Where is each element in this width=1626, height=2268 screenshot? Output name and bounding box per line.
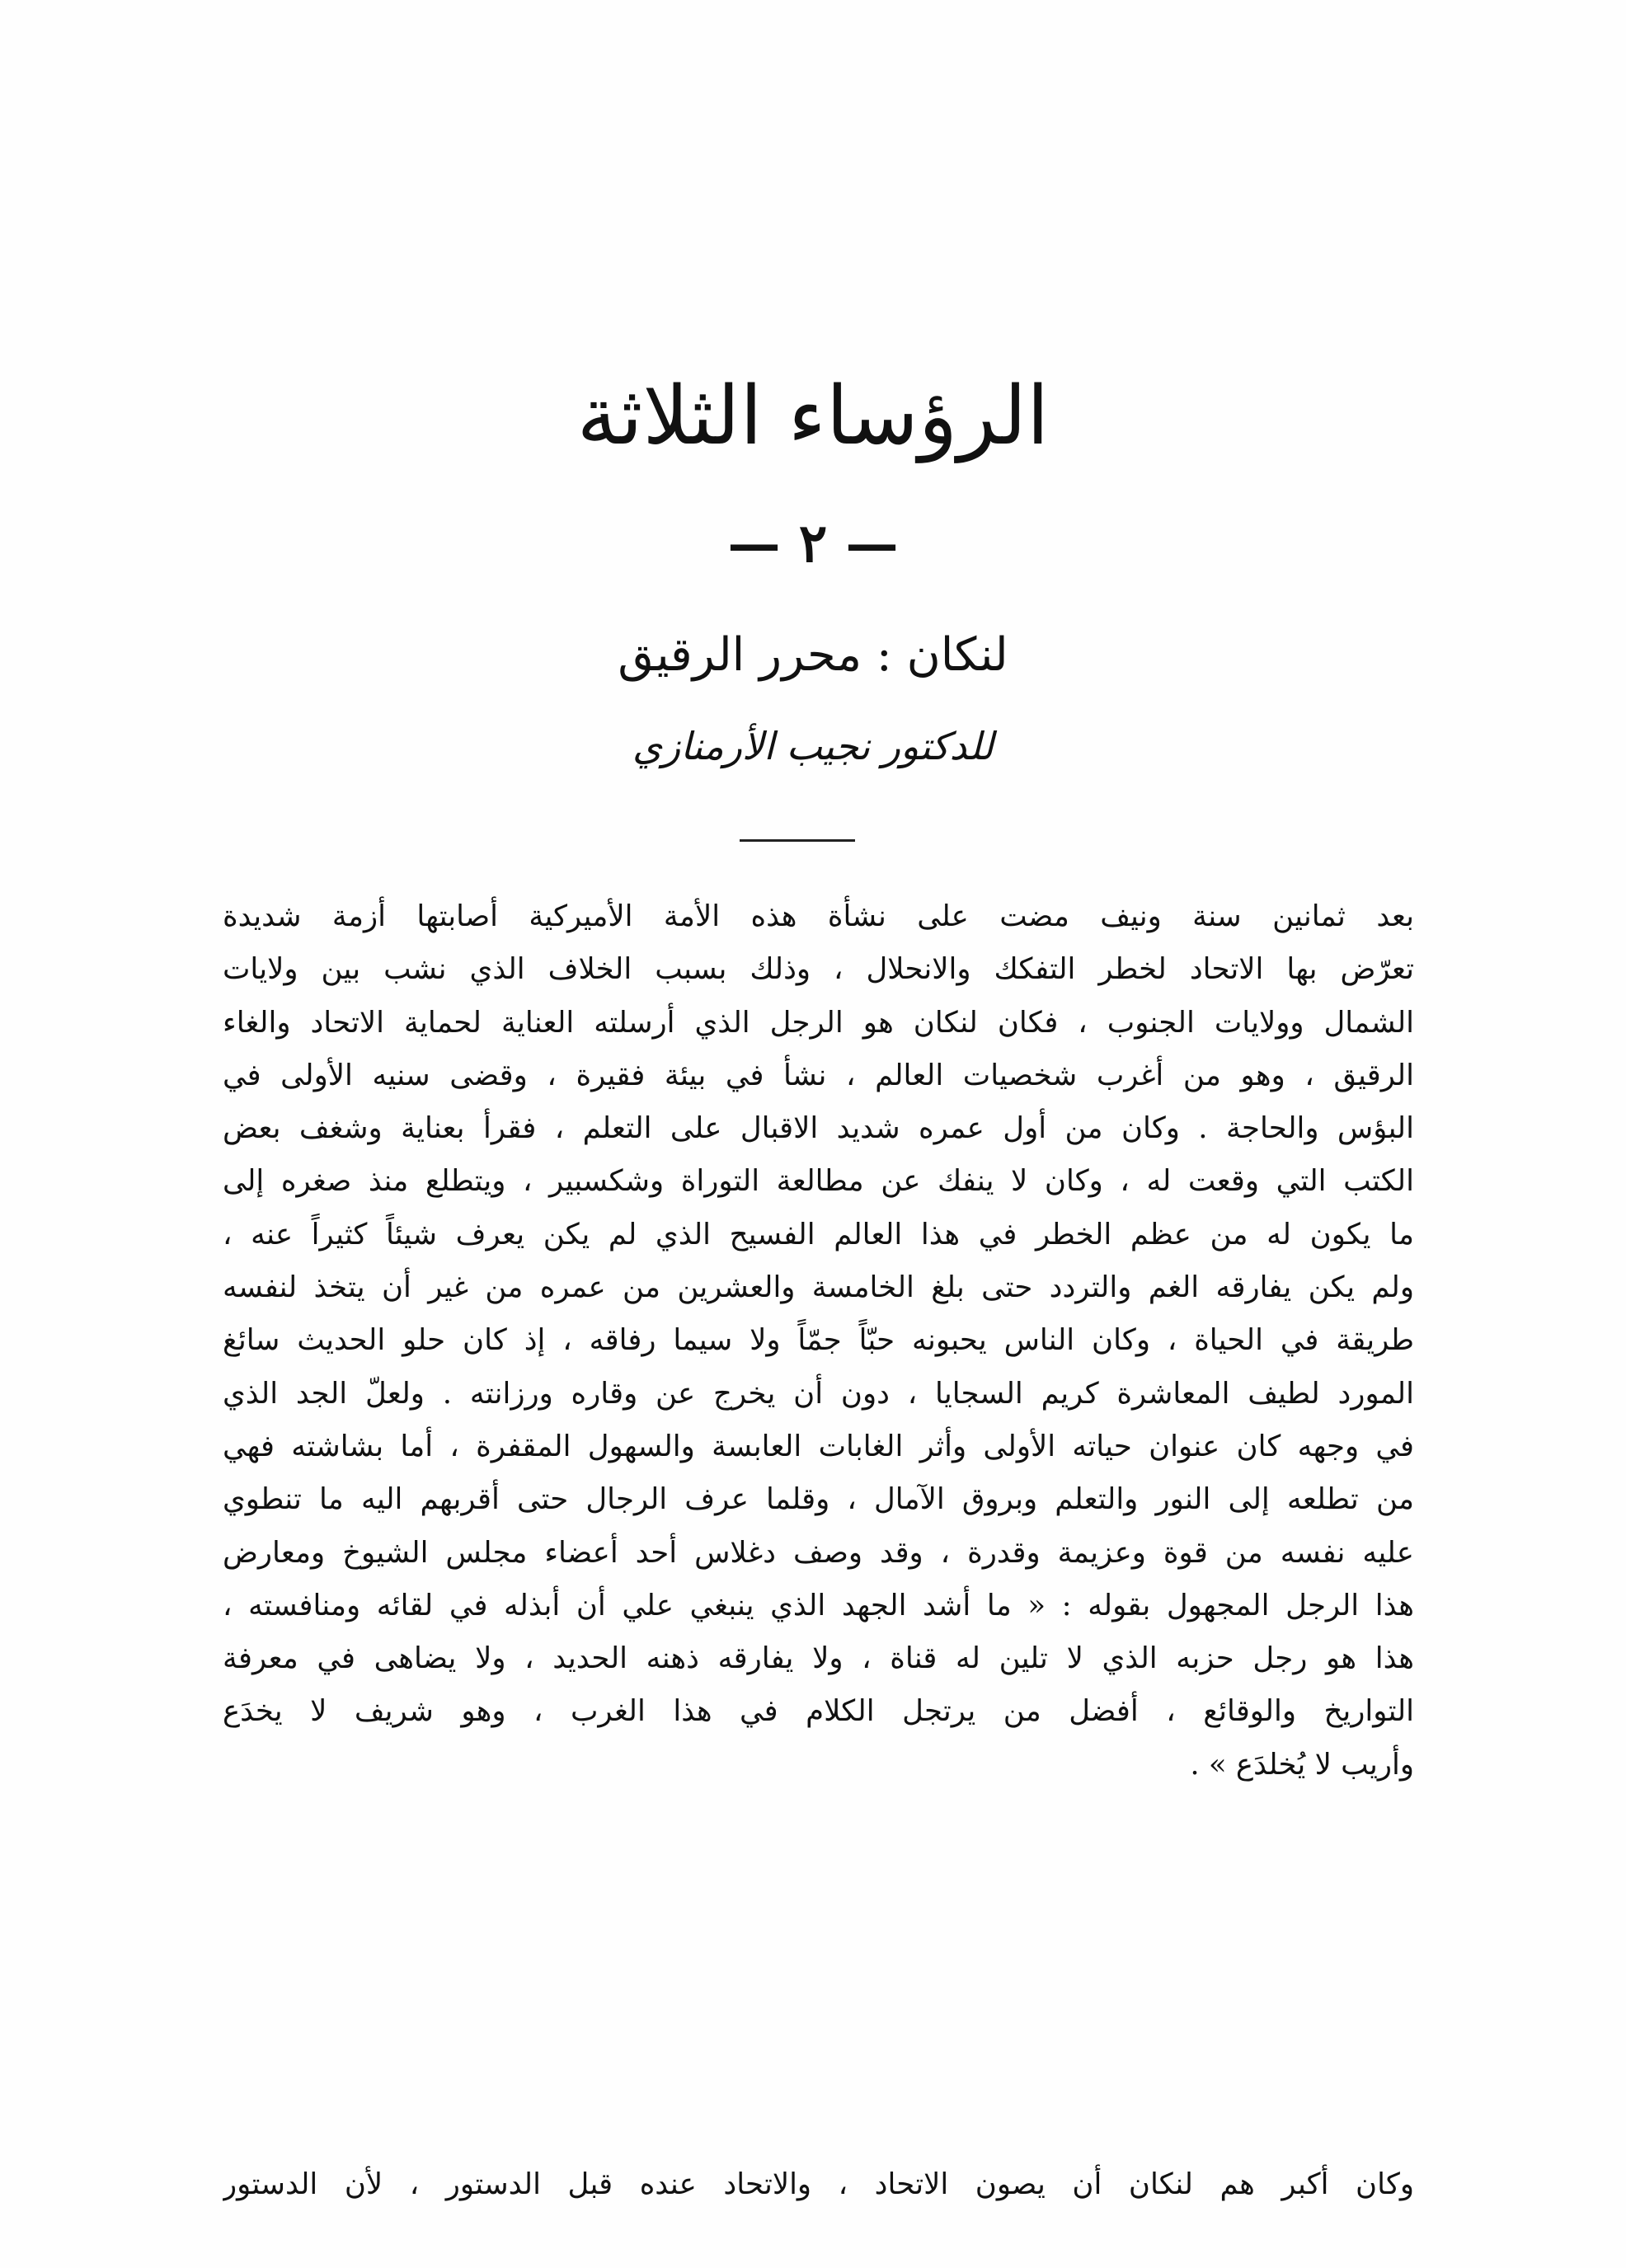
paragraph-1 — [223, 890, 1414, 1791]
text-line: عليه نفسه من قوة وعزيمة وقدرة ، وقد وصف دغلاس أحد أعضاء مجلس الشيوخ ومعارض — [223, 1535, 1414, 1570]
text-line: الكتب التي وقعت له ، وكان لا ينفك عن مطالعة التوراة وشكسبير ، ويتطلع منذ صغره إلى — [223, 1164, 1414, 1199]
text-line: طريقة في الحياة ، وكان الناس يحبونه حبّاً جمّاً ولا سيما رفاقه ، إذ كان حلو الحديث سائغ — [223, 1323, 1414, 1358]
text-line: التواريخ والوقائع ، أفضل من يرتجل الكلام في هذا الغرب ، وهو شريف لا يخدَع — [223, 1694, 1414, 1729]
text-line: في وجهه كان عنوان حياته الأولى وأثر الغابات العابسة والسهول المقفرة ، أما بشاشته فهي — [223, 1429, 1414, 1463]
text-line: المورد لطيف المعاشرة كريم السجايا ، دون أن يخرج عن وقاره ورزانته . ولعلّ الجد الذي — [223, 1376, 1414, 1411]
text-line: وكان أكبر هم لنكان أن يصون الاتحاد ، والاتحاد عنده قبل الدستور ، لأن الدستور — [223, 2167, 1414, 2201]
article-title: الرؤساء الثلاثة — [576, 369, 1050, 463]
paragraph-2 — [223, 2158, 1414, 2211]
text-line: تعرّض بها الاتحاد لخطر التفكك والانحلال ، وذلك بسبب الخلاف الذي نشب بين ولايات — [223, 952, 1414, 987]
text-line: ما يكون له من عظم الخطر في هذا العالم الفسيح الذي لم يكن يعرف شيئاً كثيراً عنه ، — [223, 1217, 1414, 1251]
text-line: ولم يكن يفارقه الغم والتردد حتى بلغ الخامسة والعشرين من عمره من غير أن يتخذ لنفسه — [223, 1270, 1414, 1305]
article-subtitle: لنكان : محرر الرقيق — [618, 628, 1008, 682]
text-line: البؤس والحاجة . وكان من أول عمره شديد الاقبال على التعلم ، فقرأ بعناية وشغف بعض — [223, 1111, 1414, 1146]
text-line: من تطلعه إلى النور والتعلم وبروق الآمال ، وقلما عرف الرجال حتى أقربهم اليه ما تنطوي — [223, 1482, 1414, 1517]
text-line: الشمال وولايات الجنوب ، فكان لنكان هو الرجل الذي أرسلته العناية لحماية الاتحاد والغاء — [223, 1005, 1414, 1040]
text-line: هذا هو رجل حزبه الذي لا تلين له قناة ، ولا يفارقه ذهنه الحديد ، ولا يضاهى في معرفة — [223, 1641, 1414, 1676]
part-number: — ٢ — — [727, 513, 899, 575]
author-name: للدكتور نجيب الأرمنازي — [632, 724, 994, 768]
text-line: بعد ثمانين سنة ونيف مضت على نشأة هذه الأمة الأميركية أصابتها أزمة شديدة — [223, 899, 1414, 933]
text-line: هذا الرجل المجهول بقوله : « ما أشد الجهد الذي ينبغي علي أن أبذله في لقائه ومنافسته ، — [223, 1588, 1414, 1622]
text-line: الرقيق ، وهو من أغرب شخصيات العالم ، نشأ في بيئة فقيرة ، وقضى سنيه الأولى في — [223, 1058, 1414, 1092]
divider-rule — [740, 839, 855, 842]
text-line: وأريب لا يُخلدَع » . — [1190, 1747, 1414, 1782]
